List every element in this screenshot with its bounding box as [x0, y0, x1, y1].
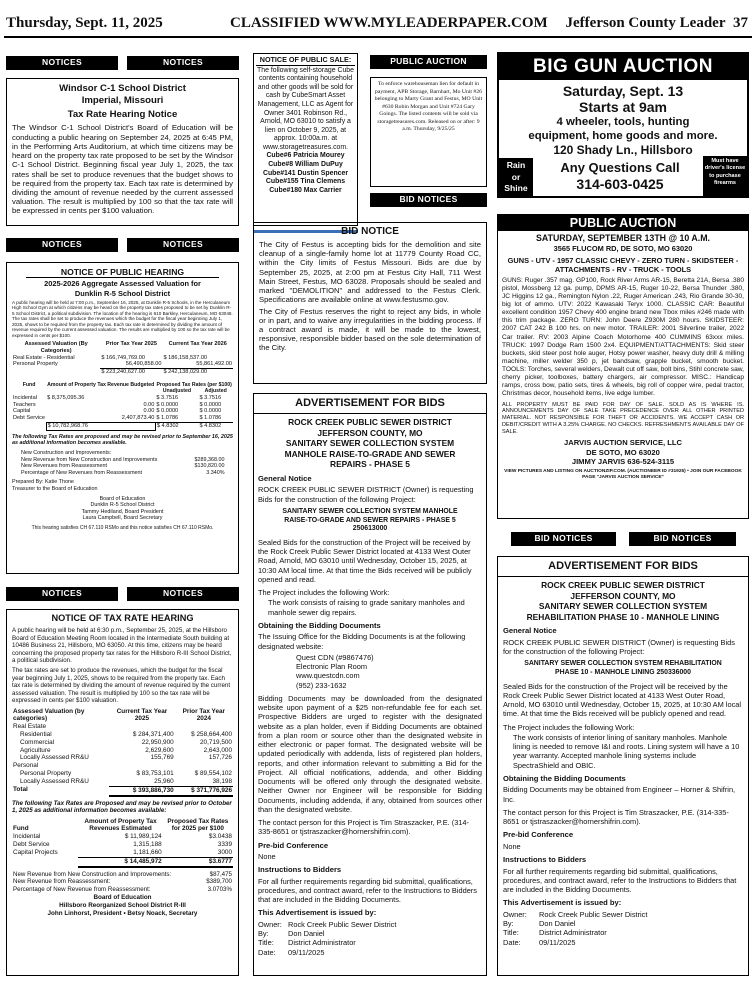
cell: $ 4.8302	[155, 423, 198, 431]
cell: $ 0.0000	[199, 408, 222, 415]
ad-heading: ADVERTISEMENT FOR BIDS	[254, 397, 486, 414]
th: Current Tax Year 2026	[168, 341, 227, 348]
festus-title: BID NOTICE	[341, 226, 399, 237]
paragraph: ROCK CREEK PUBLIC SEWER DISTRICT (Owner) is requesting Bids for the construction of the following Project:	[258, 485, 474, 504]
table-row	[12, 849, 233, 857]
value: 09/11/2025	[288, 947, 325, 957]
windsor-title: Windsor C-1 School District	[59, 83, 186, 94]
bid-notices-bar: BID NOTICES	[511, 532, 616, 546]
cell: $ 393,886,730	[109, 786, 174, 795]
value: Rock Creek Public Sewer District	[288, 919, 397, 929]
paragraph: The Project includes the following Work:	[503, 722, 635, 732]
table-row	[12, 841, 233, 849]
cell: 56,490,858.00	[125, 361, 162, 368]
th: Amount of Property Tax Revenues Estimated	[84, 817, 157, 833]
cell: $ 186,158,537.00	[163, 354, 208, 361]
hillsboro-title: NOTICE OF TAX RATE HEARING	[51, 613, 194, 623]
cell: 3.340%	[206, 469, 225, 476]
cell: $ 0.0000	[199, 401, 222, 408]
rock-creek-phase10-ad	[497, 556, 749, 976]
windsor-body: The Windsor C-1 School District's Board of Education will be conducting a public hearing on September 24, 2025 at 6:45 PM, in the Performing Arts Auditorium, at which time citizens may be heard on the property tax rate proposed to be set by the Windsor C-1 School District. Beginning fiscal year July 1, 2025, the tax rates shall be set to produce revenues that the budget shows to be required from the property tax. Each tax rate is determined by dividing the amount of revenue needed by the current assessed valuation. The result is multiplied by 100 so that the tax rate will be expressed in cents per $100 valuation.	[12, 123, 233, 216]
storage-title: NOTICE OF PUBLIC SALE:	[256, 56, 355, 66]
cell: $ 242,138,029.00	[163, 369, 234, 376]
cell: $ 1.0786	[156, 415, 179, 422]
cell: $ 11,989,124	[124, 833, 162, 841]
table-row	[12, 833, 233, 841]
paragraph: None	[503, 841, 521, 851]
value: Don Daniel	[539, 919, 576, 929]
cell: 20,719,500	[200, 738, 232, 746]
auction-body: GUNS: Ruger .357 mag. GP100, Rock River Arms AR-15, Beretta 21A, Bersa .380 pistol, Mossberg 12 ga. pump, DPMS AR-15, Ruger 10-22, Bersa Thunder .380, JC Higgins 12 ga., Remington Nylon .22, Ruger American .243, Rio Grande 30-30, big lot of ammo. UTV: 2022 Kawasaki Teryx 1000. CLASSIC CAR: Beautiful excellent condition 1957 Chevy 400 engine brand new Tbox miles #246 made with this trim package. ZERO TURN: John Deere Z930M 280 hours. SKIDSTEER: 2007 CAT 242 B 100 hrs. on new motor. TRAILER: 2001 Silverline trailer, 2022 Car trailer. RV: 2003 Alpine Coach Motorhome 400 CUMMINS 63xxx miles. TRUCK: 1997 Dodge Ram 1500 2x4. EQUIPMENT/ATTACHMENTS: Skid steer buckets, skid steer post hole auger, Hotsy power washer, heavy duty drill & milling machine, miller welder 350 p, jet bandsaw, grapple bucket, smooth bucket. TOOLS: Torches, several welders, Dewalt cut off saw, bolt bins, Stihl concrete saw, cherry picker, toolboxes, battery chargers, air compressor. MISC.: Handicap ramps, cross bow, patio sets, tires & wheels, big roll of copper wire, pedal tractor, Christmas decor, household items, live edge lumber.	[502, 277, 744, 397]
dunklin-notice	[6, 262, 239, 574]
table-row	[12, 395, 233, 402]
cell: $87,475	[209, 870, 232, 878]
project-number: 250613000	[352, 525, 388, 533]
cell: 25,960	[154, 777, 174, 785]
storage-notice	[253, 53, 358, 226]
cell: $ 0.0000	[156, 408, 179, 415]
cell: $ 8,375,095.36	[47, 394, 85, 401]
table-row	[12, 857, 233, 866]
cell: $ 4.8302	[198, 423, 233, 431]
dunklin-treasurer: Treasurer to the Board of Education	[12, 486, 98, 493]
th: Fund	[22, 382, 36, 389]
jarvis-auction-ad	[497, 214, 749, 519]
section-heading: Pre-bid Conference	[503, 830, 574, 840]
cell: Incidental	[13, 394, 37, 401]
cell: Total	[13, 786, 28, 794]
auction-items: GUNS - UTV - 1957 CLASSIC CHEVY - ZERO TURN - SKIDSTEER - ATTACHMENTS - RV - TRUCK - TOOLS	[507, 255, 739, 275]
paragraph: The Issuing Office for the Bidding Documents is at the following designated website:	[258, 632, 466, 651]
cell: 2,407,873.40	[121, 415, 155, 422]
license-badge: Must have driver's license to purchase firearms	[703, 156, 747, 196]
ad-title-3: SANITARY SEWER COLLECTION SYSTEM	[538, 601, 708, 612]
public-auction-bar: PUBLIC AUCTION	[370, 55, 487, 69]
site-link[interactable]: www.questcdn.com	[296, 671, 360, 681]
th: Prior Tax Year 2025	[105, 341, 157, 348]
header-date: Thursday, Sept. 11, 2025	[6, 15, 163, 31]
hillsboro-note: The following Tax Rates are Proposed and may be revised prior to October 1, 2025 as additional information becomes available:	[12, 799, 232, 815]
ad-title-1: ROCK CREEK PUBLIC SEWER DISTRICT	[541, 580, 705, 591]
ad-title-3: SANITARY SEWER COLLECTION SYSTEM	[285, 438, 455, 449]
storage-cube-3: Cube#141 Dustin Spencer	[262, 169, 348, 177]
table-row	[20, 450, 226, 457]
project-name-1: SANITARY SEWER COLLECTION SYSTEM REHABILITATION	[524, 660, 722, 668]
auction-contact: JIMMY JARVIS 636-524-3115	[571, 457, 675, 467]
cell	[12, 369, 100, 376]
section-heading: Instructions to Bidders	[258, 865, 342, 875]
section-heading: General Notice	[258, 473, 312, 483]
issuer-row	[503, 910, 743, 919]
festus-body-2: The City of Festus reserves the right to reject any bids, in whole or in part, and to waive any irregularities in the bidding process. If a contract award is made, it will be made to the lowest, responsive, responsible bidder based on the sole determination of the City.	[259, 306, 481, 353]
cell: 3339	[217, 841, 232, 849]
table-row	[12, 770, 233, 778]
label: Date:	[258, 947, 276, 957]
th: Assessed Valuation (By Categories)	[24, 341, 88, 354]
ad-title-1: ROCK CREEK PUBLIC SEWER DISTRICT	[288, 417, 452, 428]
cell	[12, 423, 46, 431]
th: Unadjusted	[162, 388, 192, 395]
cell: $3.0438	[208, 833, 232, 841]
section-heading: General Notice	[503, 626, 557, 636]
label: By:	[258, 929, 269, 939]
hillsboro-sig-2: Hillsboro Reorganized School District R-III	[59, 901, 186, 909]
cell: $ 89,554,102	[194, 770, 232, 778]
cell: Teachers	[13, 401, 36, 408]
table-row	[12, 878, 233, 886]
cell: New Revenue from Reassessment:	[13, 878, 111, 886]
cell: 0.00	[143, 401, 155, 408]
table-row	[12, 415, 233, 422]
cell: $289,368.00	[194, 456, 225, 463]
cell: Locally Assessed RR&U	[20, 777, 89, 785]
gun-line-2: equipment, home goods and more.	[528, 130, 718, 142]
dunklin-title: NOTICE OF PUBLIC HEARING	[26, 267, 219, 278]
value: District Administrator	[288, 938, 356, 948]
cell: $ 3.7516	[199, 394, 222, 401]
cell: New Revenues from Reassessment	[21, 463, 107, 470]
cell: $ 0.0000	[156, 401, 179, 408]
cell: Personal	[13, 762, 39, 770]
issuer-row	[258, 929, 482, 938]
cell: 38,198	[212, 777, 232, 785]
paragraph: For all further requirements regarding bid submittal, qualifications, procedures, and contract award, refer to the Instructions to Bidders that are included in the Bidding Documents.	[503, 866, 737, 895]
auction-address: 3565 FLUCOM RD, DE SOTO, MO 63020	[553, 243, 693, 253]
table-row	[12, 361, 233, 368]
cell: $ 83,753,101	[136, 770, 174, 778]
cell	[12, 857, 78, 866]
table-row	[12, 778, 233, 786]
header-paper	[566, 14, 748, 32]
th: Assessed Valuation (by categories)	[13, 707, 85, 723]
windsor-location: Imperial, Missouri	[81, 95, 164, 107]
table-row	[20, 470, 226, 477]
table-row	[12, 731, 233, 739]
windsor-subtitle: Tax Rate Hearing Notice	[67, 108, 178, 120]
paragraph: The Project includes the following Work:	[258, 588, 390, 598]
cell: New Revenue from New Construction and Improvements	[21, 456, 158, 463]
paragraph: The work consists of raising to grade sanitary manholes and manhole sewer dig repairs.	[268, 598, 465, 617]
storage-cube-2: Cube#8 William DuPuy	[268, 160, 343, 168]
project-name-1: SANITARY SEWER COLLECTION SYSTEM MANHOLE	[282, 507, 458, 515]
paragraph: For all further requirements regarding bid submittal, qualifications, procedures, and contract award, refer to the Instructions to Bidders that are included in the Bidding Documents.	[258, 876, 477, 905]
table-row	[12, 754, 233, 762]
storage-cube-5: Cube#180 Max Carrier	[269, 186, 342, 194]
paragraph: The contact person for this Project is Tim Straszacker, P.E. (314-335-8651 or tjstraszacker@hornershifrin.com).	[503, 807, 729, 827]
project-name-2: PHASE 10 - MANHOLE LINING 250336000	[555, 669, 691, 677]
section-heading: Obtaining the Bidding Documents	[503, 773, 626, 783]
auction-company-city: DE SOTO, MO 63020	[586, 447, 660, 457]
cell: $ 10,782,968.76	[46, 423, 155, 431]
dunklin-body: A public hearing will be held at 7:00 p.m., September 16, 2025, at Dunklin R-5 Schools, in the Herculaneum High School Gym at which citizens may be heard on the property tax rates proposed to be set by Dunklin R-5 School District, a political subdivision. The location of the hearing is 610 Barkley, Herculaneum, MO 63048. The tax rates shall be set to produce the revenues which the budget for the fiscal year beginning July 1, 2025, shows to be required from the property tax. Each tax rate is determined by dividing the amount of revenue required by the current assessed valuation. The results are multiplied by 100 so the tax rate will be expressed in cents per $100.	[12, 299, 233, 338]
rain-2: or	[511, 171, 521, 182]
table-row	[12, 408, 233, 415]
paper-name: Jefferson County Leader	[565, 15, 726, 31]
th: Proposed Tax Rates for 2025 per $100	[167, 817, 229, 833]
cell: Residential	[20, 731, 52, 739]
table-row	[12, 762, 233, 770]
paragraph: Bidding Documents may be downloaded from the designated website upon payment of a $25 non-refundable fee for each set. Prospective Bidders are urged to register with the designated website as a plan holder, even if Bidding Documents are obtained from a plan room or source other than the designated website in either electronic or paper format. The designated website will be updated periodically with addenda, lists of registered plan holders, reports, and other information relevant to submitting a Bid for the Project. All official notifications, addenda, and other Bidding Documents will be offered only through the designated website. Neither Owner nor Engineer will be responsible for Bidding Documents, including addenda, if any, obtained from sources other than the designated website.	[258, 693, 482, 814]
issuer-row	[503, 938, 743, 947]
cell: $ 14,485,972	[78, 857, 162, 866]
cell: $ 371,776,926	[175, 786, 233, 795]
table-row	[12, 739, 233, 747]
issuer-row	[503, 919, 743, 928]
cell: 22,950,900	[141, 738, 174, 746]
table-row	[12, 786, 233, 795]
storage-cube-4: Cube#155 Tina Clemens	[265, 178, 346, 186]
cell: New Revenue from New Construction and Improvements:	[13, 870, 172, 878]
dunklin-nc-table	[20, 450, 226, 476]
site-phone: (952) 233-1632	[296, 680, 347, 690]
cell: 1,315,188	[133, 841, 162, 849]
th: Adjusted	[204, 388, 227, 395]
cell: 55,861,492.00	[196, 361, 232, 368]
public-auction-heading: PUBLIC AUCTION	[498, 215, 748, 231]
notices-bar: NOTICES	[6, 587, 118, 601]
cell: Agriculture	[20, 746, 51, 754]
site-line: Electronic Plan Room	[296, 662, 368, 671]
value: Don Daniel	[288, 929, 325, 939]
section-heading: Instructions to Bidders	[503, 855, 587, 865]
gun-address: 120 Shady Ln., Hillsboro	[553, 143, 693, 157]
th: Fund	[13, 825, 29, 833]
cell: Debt Service	[13, 841, 50, 849]
notices-bar: NOTICES	[6, 238, 118, 252]
cell: $130,820.00	[194, 463, 225, 470]
rock-creek-phase5-ad	[253, 393, 487, 976]
notices-bar: NOTICES	[6, 56, 118, 70]
windsor-notice	[6, 78, 239, 226]
cell: $ 258,664,400	[191, 731, 232, 739]
hillsboro-av-table	[12, 708, 233, 797]
table-row	[12, 369, 233, 376]
dunklin-sig-3: Tammy Hediland, Board President	[81, 508, 164, 515]
cell: Debt Service	[13, 415, 46, 422]
paragraph: ROCK CREEK PUBLIC SEWER DISTRICT (Owner) is requesting Bids for the construction of the following Project:	[503, 637, 735, 657]
cell: $ 223,240,627.00	[100, 369, 162, 376]
th: Current Tax Year 2025	[116, 707, 168, 723]
notices-bar: NOTICES	[127, 587, 239, 601]
label: Title:	[503, 928, 519, 938]
ad-title-2: JEFFERSON COUNTY, MO	[317, 427, 423, 438]
th: Amount of Property Tax Revenue Budgeted	[47, 382, 155, 389]
paragraph: Sealed Bids for the construction of the Project will be received by the Rock Creek Public Sewer District located at 4133 West Outer Road, Arnold, MO 63010 until Wednesday, October 15, 2025, at 10:30 AM local time. At that time the Bids received will be publicly opened and read.	[503, 681, 742, 719]
table-row	[12, 747, 233, 755]
cell: Personal Property	[13, 361, 58, 368]
dunklin-sig-1: Board of Education	[99, 495, 146, 502]
gun-line-1: 4 wheeler, tools, hunting	[556, 116, 690, 128]
big-gun-auction-ad	[497, 52, 749, 198]
hillsboro-body-1: A public hearing will be held at 6:30 p.m., September 25, 2025, at the Hillsboro Board of Education Meeting Room located in the Intermediate South building at 10486 Business 21, Hillsboro, MO 63050. At this time, citizens may be heard concerning the proposed property tax rates for the Hillsboro R-III School District, a political subdivision.	[12, 627, 232, 664]
cell: 2,629,600	[145, 746, 174, 754]
header-classified: CLASSIFIED WWW.MYLEADERPAPER.COM	[230, 15, 548, 31]
issuer-row	[258, 920, 482, 929]
dunklin-fund-table	[12, 382, 233, 431]
storage-cube-1: Cube#6 Patricia Mourey	[266, 152, 345, 160]
section-heading: Obtaining the Bidding Documents	[258, 620, 381, 630]
cell: Locally Assessed RR&U	[20, 754, 89, 762]
cell: 3000	[217, 848, 232, 856]
cell: Capital Projects	[13, 848, 58, 856]
header-rule	[4, 36, 752, 38]
table-row	[20, 457, 226, 464]
cell: 0.00	[143, 408, 155, 415]
value: Rock Creek Public Sewer District	[539, 909, 648, 919]
auction-footer: VIEW PICTURES AND LISTING ON AUCTIONZIP.COM. (AUCTIONEER ID #31925) • JOIN OUR FACEBOOK PAGE "JARVIS AUCTION SERVICE"	[504, 468, 742, 480]
cell: 155,769	[150, 754, 174, 762]
cell: Percentage of New Revenues from Reassessment	[21, 469, 143, 476]
table-row	[12, 886, 233, 894]
paragraph: Bidding Documents may be obtained from Engineer – Horner & Shifrin, Inc.	[503, 785, 736, 804]
storage-body: The following self-storage Cube contents containing household and other goods will be sold for cash by CubeSmart Asset Management, LLC as Agent for Owner 3401 Robinson Rd., Arnold, MO 63010 to satisfy a lien on October 9, 2025, at approx. 10:00a.m. at www.storagetreasures.com.	[257, 66, 354, 151]
paragraph: Sealed Bids for the construction of the Project will be received by the Rock Creek Public Sewer District located at 4133 West Outer Road, Arnold, MO 63010 until Wednesday, October 15, 2025, at 10:30 AM local time. At that time the Bids received will be publicly opened and read.	[258, 537, 472, 584]
cell: 2,643,000	[203, 746, 232, 754]
ad-title-2: JEFFERSON COUNTY, MO	[570, 590, 676, 601]
cell: $389,700	[206, 878, 232, 886]
gun-title: BIG GUN AUCTION	[499, 54, 747, 80]
cell: 3.0703%	[207, 885, 232, 893]
hillsboro-sig-3: John Linhorst, President • Betsy Noack, Secretary	[47, 909, 198, 917]
table-row	[12, 871, 233, 879]
warehouse-notice	[370, 77, 487, 187]
hillsboro-fund-table	[12, 818, 233, 868]
issuer-row	[258, 948, 482, 957]
rain-1: Rain	[506, 160, 526, 170]
gun-time: Starts at 9am	[579, 99, 667, 115]
label: Owner:	[503, 909, 527, 919]
site-line: Quest CDN (#9867476)	[296, 652, 374, 662]
cell: Incidental	[13, 833, 41, 841]
auction-date: SATURDAY, SEPTEMBER 13TH @ 10 A.M.	[536, 233, 710, 243]
page-number: 37	[733, 15, 748, 31]
warehouse-body: To enforce warehouseman lien for default in payment, APB Storage, Barnhart, Mo Unit #26 belonging to Marty Grant and Festus, MO Unit #630 Robin Morgan and Unit #724 Gary Goings. The listed contents will be sold via storagetreasures.com. Released on or after: 9 a.m. Thursday, 9/25/25	[374, 81, 483, 133]
rain-badge	[499, 158, 533, 196]
th: Prior Tax Year 2024	[182, 707, 226, 723]
cell: Real Estate	[13, 723, 47, 731]
section-heading: This Advertisement is issued by:	[258, 908, 377, 918]
hillsboro-notice	[6, 609, 239, 976]
paragraph: The work consists of interior lining of sanitary manholes. Manhole lining is needed to remove I&I and roots. Lining system will have a 10 year warranty. Accepted manhole lining systems include SpectraShield and OBIC.	[513, 732, 740, 770]
auction-terms: ALL PROPERTY MUST BE PAID FOR DAY OF SALE. SOLD AS IS WHERE IS. ANNOUNCEMENTS DAY OF SALE TAKE PRECEDENCE OVER ALL OTHER PRINTED MATERIAL. NOT RESPONSIBLE FOR THEFT OR ACCIDENTS. WE ACCEPT CASH OR DEBIT/CREDIT WITH A 3.25% CHARGE. NO CHECKS. REFRESHMENTS AVAILABLE DAY OF SALE.	[502, 401, 744, 435]
label: Owner:	[258, 919, 282, 929]
auction-company: JARVIS AUCTION SERVICE, LLC	[563, 438, 682, 448]
dunklin-note: The following Tax Rates are proposed and may be revised prior to September 16, 2025 as additional information becomes available.	[12, 433, 233, 447]
ad-title-5: REPAIRS - PHASE 5	[330, 459, 410, 470]
label: By:	[503, 919, 514, 929]
section-heading: This Advertisement is issued by:	[503, 898, 622, 908]
label: Date:	[503, 937, 521, 947]
label: Title:	[258, 938, 274, 948]
section-heading: Pre-bid Conference	[258, 840, 329, 850]
rain-3: Shine	[504, 183, 528, 193]
dunklin-av-table	[12, 341, 233, 376]
festus-body-1: The City of Festus is accepting bids for the demolition and site cleanup of a single-family home lot at 11779 County Road CC, within the City limits of Festus Missouri. Bids are due by September 25, 2025, at 2:00 pm at Festus City Hall, 711 West Main Street, Festus, MO 63028. Proposals should be sealed and marked "DEMOLITION" and addressed to the Festus Clerk. Specifications are available online at www.festusmo.gov.	[259, 240, 481, 304]
cell: 157,726	[208, 754, 232, 762]
paragraph: The contact person for this Project is Tim Straszacker, P.E. (314-335-8651 or tjstraszacker@hornershifrin.com).	[258, 818, 469, 837]
hillsboro-nr-table	[12, 871, 233, 894]
gun-date: Saturday, Sept. 13	[562, 83, 684, 99]
gun-phone: 314-603-0425	[576, 176, 664, 192]
bid-notices-bar: BID NOTICES	[629, 532, 736, 546]
project-name-2: RAISE-TO-GRADE AND SEWER REPAIRS - PHASE 5	[284, 516, 456, 524]
cell: $ 166,749,769.00	[101, 354, 145, 361]
hillsboro-sig-1: Board of Education	[93, 894, 152, 902]
dunklin-footer: This hearing satisfies CH 67.110 RSMo and this notice satisfies CH 67.110 RSMo.	[31, 524, 214, 531]
table-row	[12, 723, 233, 731]
dunklin-sig-4: Laura Campbell, Board Secretary	[82, 515, 163, 522]
table-row	[12, 402, 233, 409]
cell: $ 1.0786	[199, 415, 222, 422]
issuer-row	[503, 928, 743, 937]
cell	[187, 450, 226, 457]
ad-title-4: REHABILITATION PHASE 10 - MANHOLE LINING	[526, 611, 720, 622]
cell: New Construction and Improvements:	[21, 450, 112, 457]
gun-questions: Any Questions Call	[560, 160, 680, 175]
notices-bar: NOTICES	[127, 56, 239, 70]
value: 09/11/2025	[539, 937, 576, 947]
hillsboro-body-2: The tax rates are set to produce the revenues, which the budget for the fiscal year beginning July 1, 2025, shows to be required from the property tax. Each tax rate is determined by dividing the amount of revenue required by the current assessed valuation. The result is multiplied by 100 so the tax rate will be expressed in cents per $100 valuation.	[12, 667, 231, 705]
value: District Administrator	[539, 928, 607, 938]
notices-bar: NOTICES	[127, 238, 239, 252]
ad-title-4: MANHOLE RAISE-TO-GRADE AND SEWER	[284, 448, 456, 459]
cell: $ 3.7516	[156, 394, 179, 401]
table-row	[12, 355, 233, 362]
ad-heading: ADVERTISEMENT FOR BIDS	[498, 560, 748, 577]
cell: Capital	[13, 408, 31, 415]
table-row	[12, 423, 233, 431]
cell: Percentage of New Revenue from Reassessment:	[13, 885, 151, 893]
dunklin-sub1: 2025-2026 Aggregate Assessed Valuation for	[44, 279, 201, 289]
dunklin-sub2: Dunklin R-5 School District	[74, 288, 171, 298]
cell: 1,181,660	[133, 848, 162, 856]
cell: Commercial	[20, 738, 55, 746]
cell: Real Estate - Residential	[13, 354, 75, 361]
cell: $ 284,371,400	[132, 731, 174, 739]
cell: $3.6777	[163, 857, 233, 866]
cell: Personal Property	[20, 770, 72, 778]
table-row	[20, 463, 226, 470]
bid-notices-bar: BID NOTICES	[370, 193, 487, 207]
dunklin-sig-2: Dunklin R-5 School District	[90, 502, 155, 509]
issuer-row	[258, 938, 482, 947]
paragraph: None	[258, 851, 276, 861]
th: Proposed Tax Rates (per $100)	[156, 382, 232, 389]
festus-bid-notice	[253, 222, 487, 384]
dunklin-prepared: Prepared By: Katie Thone	[12, 479, 74, 486]
